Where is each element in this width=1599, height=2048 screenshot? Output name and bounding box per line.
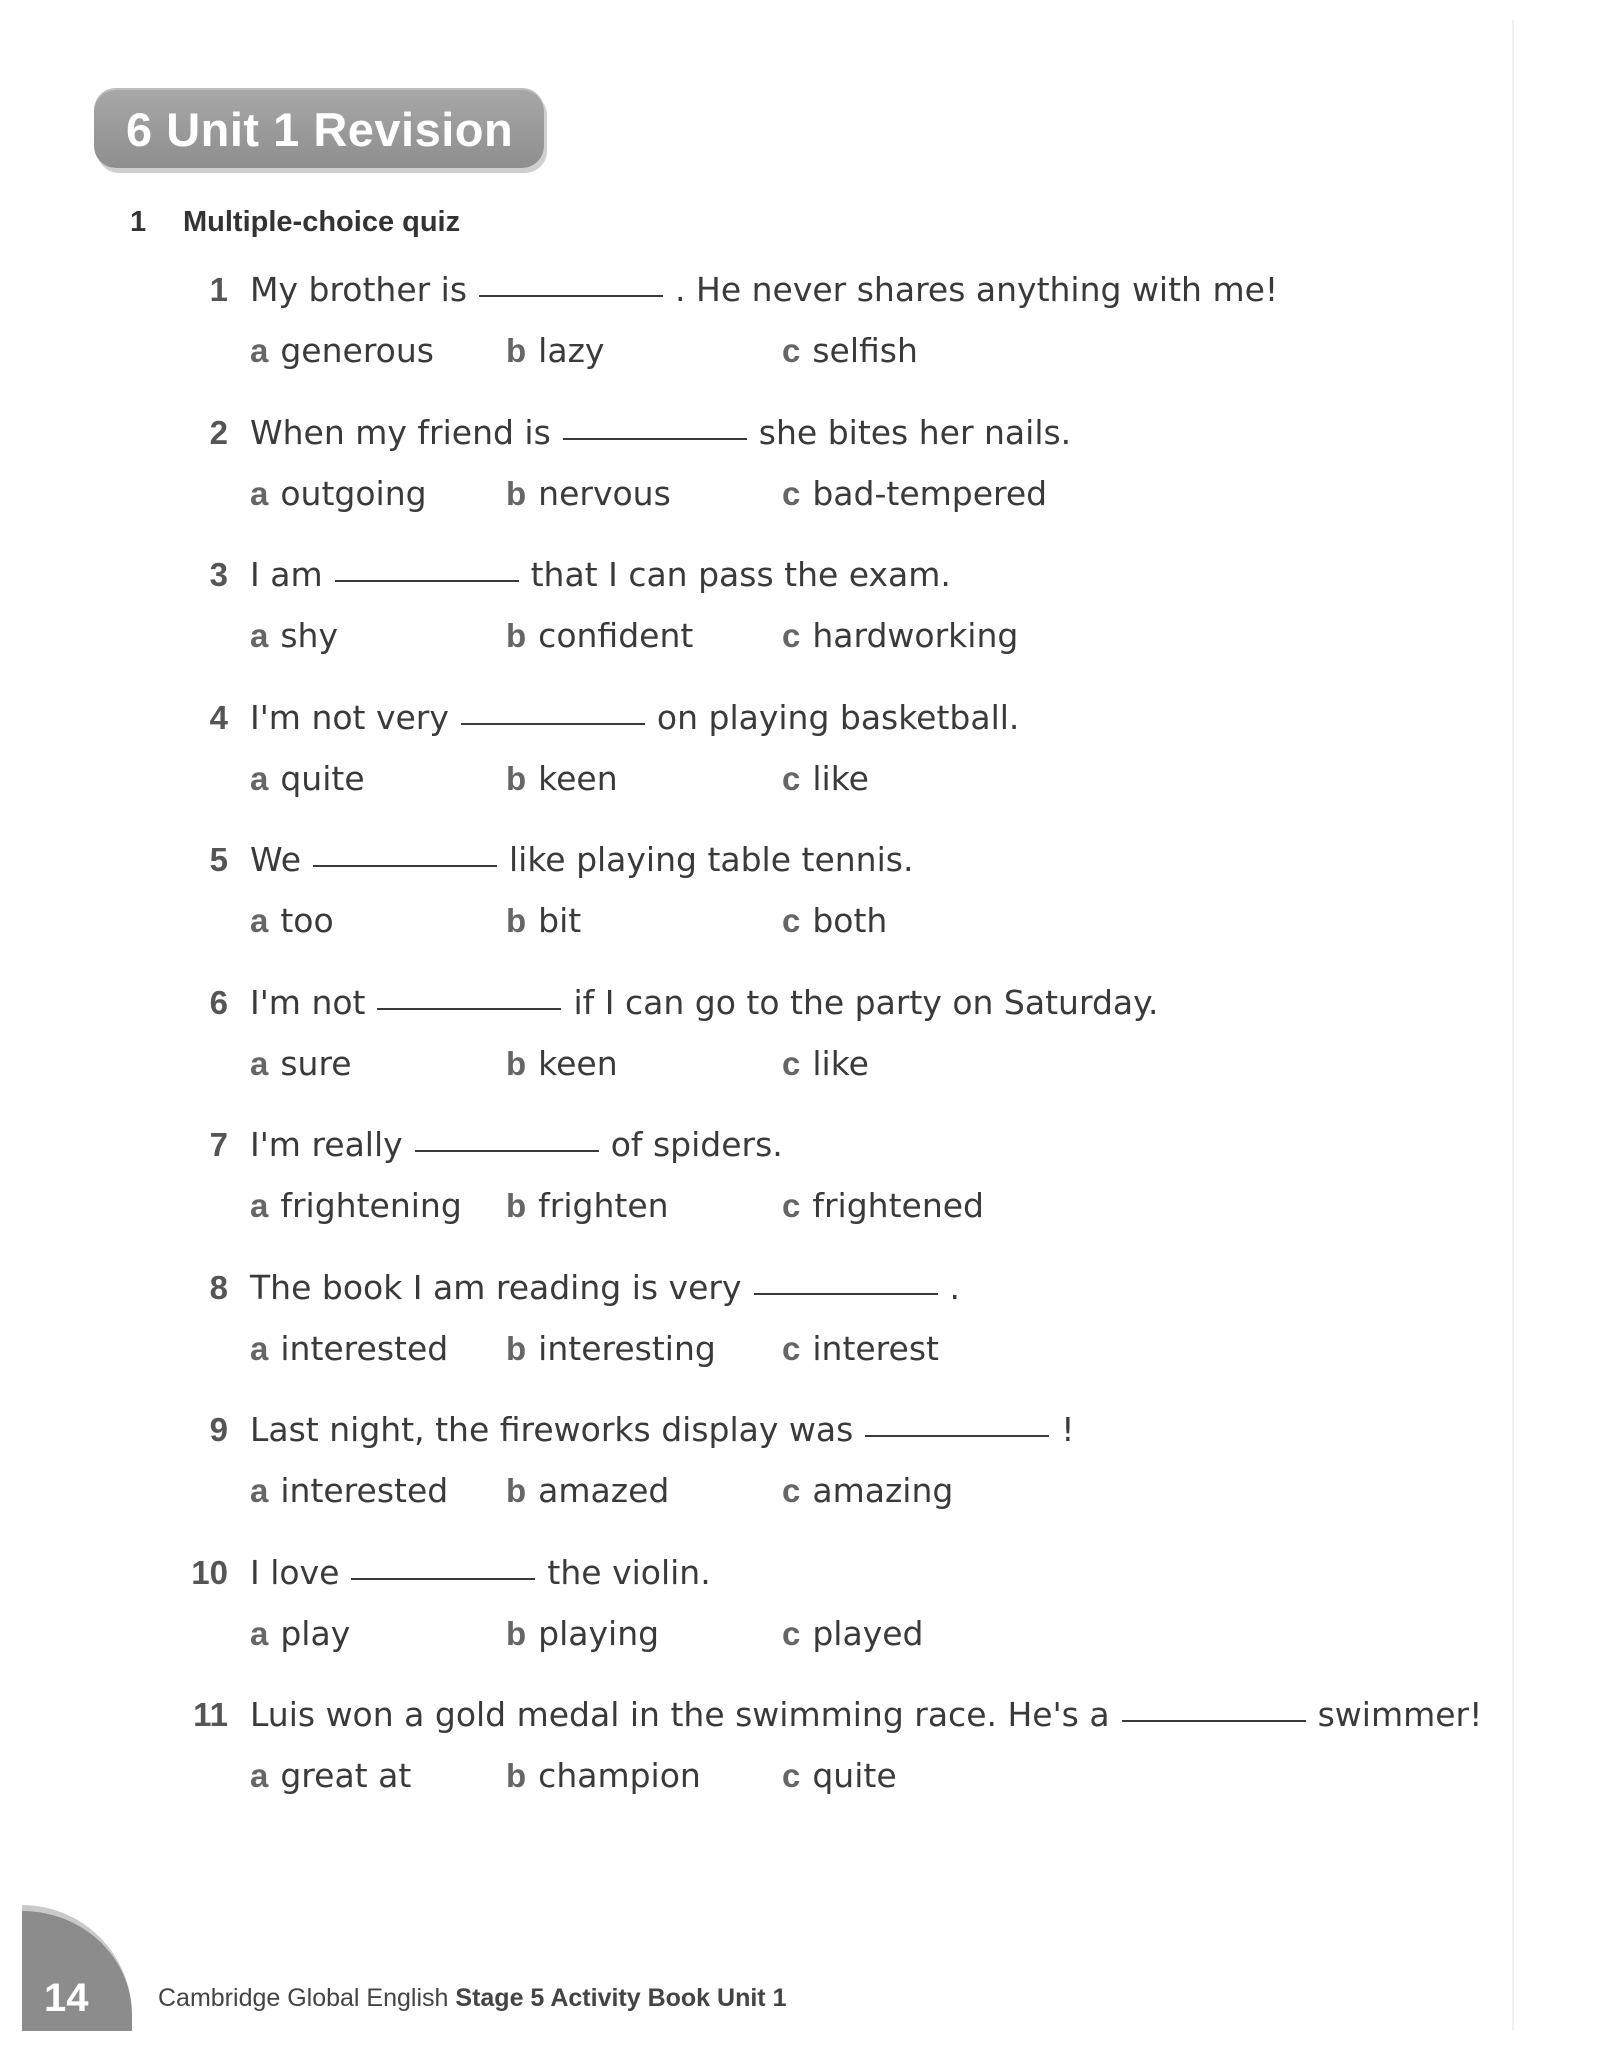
- answer-option-a[interactable]: [250, 1469, 448, 1513]
- option-letter: a: [250, 902, 269, 939]
- option-text: generous: [280, 331, 434, 370]
- option-text: like: [812, 1044, 869, 1083]
- option-text: interest: [812, 1329, 939, 1368]
- option-letter: c: [782, 475, 801, 512]
- option-letter: c: [782, 617, 801, 654]
- question-text: [250, 1408, 1075, 1452]
- question-number: 3: [209, 556, 228, 593]
- option-letter: c: [782, 902, 801, 939]
- option-letter: a: [250, 1472, 269, 1509]
- option-text: too: [280, 901, 334, 940]
- answer-option-c[interactable]: [782, 329, 918, 373]
- question-number: 9: [209, 1411, 228, 1448]
- answer-option-c[interactable]: [782, 1754, 897, 1798]
- answer-option-a[interactable]: [250, 1754, 411, 1798]
- answer-blank[interactable]: [563, 438, 747, 440]
- answer-option-a[interactable]: [250, 472, 427, 516]
- option-letter: a: [250, 332, 269, 369]
- answer-option-b[interactable]: [506, 899, 581, 943]
- question-text-before: I'm not very: [250, 698, 449, 737]
- question-text: [250, 838, 913, 882]
- answer-blank[interactable]: [335, 580, 519, 582]
- option-letter: b: [506, 617, 527, 654]
- option-letter: b: [506, 1045, 527, 1082]
- option-text: playing: [538, 1614, 660, 1653]
- option-letter: b: [506, 1187, 527, 1224]
- answer-blank[interactable]: [415, 1150, 599, 1152]
- option-text: amazing: [812, 1471, 954, 1510]
- page-edge-line: [1512, 20, 1514, 2030]
- option-letter: b: [506, 760, 527, 797]
- option-letter: b: [506, 332, 527, 369]
- question-text-after: on playing basketball.: [656, 698, 1020, 737]
- question-text-after: . He never shares anything with me!: [675, 270, 1279, 309]
- option-letter: c: [782, 1045, 801, 1082]
- question-text-after: .: [949, 1268, 960, 1307]
- question-text: [250, 1693, 1482, 1737]
- option-text: amazed: [538, 1471, 670, 1510]
- option-letter: b: [506, 902, 527, 939]
- option-letter: c: [782, 332, 801, 369]
- question-text-before: I love: [250, 1553, 340, 1592]
- answer-option-c[interactable]: [782, 757, 869, 801]
- answer-option-c[interactable]: [782, 1469, 953, 1513]
- answer-option-a[interactable]: [250, 1327, 448, 1371]
- option-text: both: [812, 901, 888, 940]
- option-text: quite: [812, 1756, 897, 1795]
- answer-option-b[interactable]: [506, 1612, 659, 1656]
- question-text: [250, 981, 1158, 1025]
- option-letter: a: [250, 1187, 269, 1224]
- option-letter: a: [250, 617, 269, 654]
- answer-option-c[interactable]: [782, 1612, 923, 1656]
- question-text: [250, 268, 1278, 312]
- question-text-before: I'm not: [250, 983, 366, 1022]
- option-text: great at: [280, 1756, 412, 1795]
- answer-option-a[interactable]: [250, 614, 338, 658]
- footer-book-details: Stage 5 Activity Book Unit 1: [455, 1984, 787, 2012]
- answer-option-b[interactable]: [506, 1754, 701, 1798]
- option-letter: c: [782, 1472, 801, 1509]
- question-number: 11: [193, 1696, 228, 1733]
- option-letter: b: [506, 1330, 527, 1367]
- answer-option-c[interactable]: [782, 1042, 869, 1086]
- question-text-after: if I can go to the party on Saturday.: [573, 983, 1159, 1022]
- option-letter: a: [250, 1615, 269, 1652]
- question-text-before: The book I am reading is very: [250, 1268, 742, 1307]
- question-text-after: !: [1061, 1410, 1075, 1449]
- question-text-before: Luis won a gold medal in the swimming race. He's a: [250, 1695, 1110, 1734]
- option-text: frightening: [280, 1186, 462, 1225]
- answer-option-a[interactable]: [250, 899, 334, 943]
- option-text: sure: [280, 1044, 352, 1083]
- answer-option-a[interactable]: [250, 1042, 352, 1086]
- question-text: [250, 1123, 783, 1167]
- option-text: keen: [538, 759, 618, 798]
- question-number: 2: [209, 414, 228, 451]
- option-letter: b: [506, 475, 527, 512]
- option-text: interested: [280, 1329, 449, 1368]
- question-number: 6: [209, 984, 228, 1021]
- option-letter: b: [506, 1757, 527, 1794]
- question-number: 5: [209, 841, 228, 878]
- question-text-before: I'm really: [250, 1125, 403, 1164]
- option-text: hardworking: [812, 616, 1019, 655]
- option-letter: c: [782, 1615, 801, 1652]
- option-text: play: [280, 1614, 351, 1653]
- answer-option-b[interactable]: [506, 472, 671, 516]
- answer-option-c[interactable]: [782, 472, 1047, 516]
- question-text-before: Last night, the fireworks display was: [250, 1410, 854, 1449]
- option-text: played: [812, 1614, 924, 1653]
- option-text: interesting: [538, 1329, 716, 1368]
- option-letter: a: [250, 475, 269, 512]
- option-text: interested: [280, 1471, 449, 1510]
- answer-blank[interactable]: [754, 1293, 938, 1295]
- answer-blank[interactable]: [351, 1578, 535, 1580]
- footer: [158, 1984, 786, 2013]
- option-text: bad-tempered: [812, 474, 1048, 513]
- answer-option-b[interactable]: [506, 1042, 618, 1086]
- answer-blank[interactable]: [479, 295, 663, 297]
- option-text: like: [812, 759, 869, 798]
- answer-option-c[interactable]: [782, 899, 887, 943]
- option-letter: c: [782, 1330, 801, 1367]
- answer-option-c[interactable]: [782, 614, 1018, 658]
- answer-blank[interactable]: [313, 865, 497, 867]
- option-text: nervous: [538, 474, 671, 513]
- option-text: champion: [538, 1756, 701, 1795]
- question-text-before: When my friend is: [250, 413, 551, 452]
- unit-title: 6 Unit 1 Revision: [126, 103, 514, 156]
- answer-option-b[interactable]: [506, 614, 693, 658]
- answer-option-c[interactable]: [782, 1327, 939, 1371]
- page-number: 14: [44, 1976, 89, 2020]
- option-text: shy: [280, 616, 338, 655]
- question-text-after: swimmer!: [1317, 1695, 1483, 1734]
- answer-option-a[interactable]: [250, 757, 365, 801]
- answer-option-b[interactable]: [506, 1327, 716, 1371]
- question-number: 1: [209, 271, 228, 308]
- question-number: 10: [191, 1554, 228, 1591]
- option-letter: a: [250, 1045, 269, 1082]
- question-text: [250, 411, 1071, 455]
- answer-option-b[interactable]: [506, 1469, 669, 1513]
- question-text-before: My brother is: [250, 270, 468, 309]
- exercise-title: Multiple-choice quiz: [183, 206, 461, 238]
- question-text: [250, 553, 951, 597]
- question-text-after: the violin.: [547, 1553, 711, 1592]
- answer-option-a[interactable]: [250, 329, 434, 373]
- question-text-before: We: [250, 840, 301, 879]
- answer-blank[interactable]: [461, 723, 645, 725]
- option-text: bit: [538, 901, 582, 940]
- answer-option-a[interactable]: [250, 1612, 350, 1656]
- option-text: selfish: [812, 331, 918, 370]
- option-letter: c: [782, 760, 801, 797]
- question-text: [250, 1266, 960, 1310]
- answer-option-b[interactable]: [506, 757, 618, 801]
- answer-option-b[interactable]: [506, 1184, 669, 1228]
- option-text: frightened: [812, 1186, 984, 1225]
- option-text: keen: [538, 1044, 618, 1083]
- answer-blank[interactable]: [865, 1435, 1049, 1437]
- question-text: [250, 696, 1019, 740]
- question-text-before: I am: [250, 555, 323, 594]
- option-letter: c: [782, 1757, 801, 1794]
- option-letter: b: [506, 1472, 527, 1509]
- question-text-after: of spiders.: [610, 1125, 783, 1164]
- question-text-after: she bites her nails.: [758, 413, 1072, 452]
- option-letter: b: [506, 1615, 527, 1652]
- option-letter: c: [782, 1187, 801, 1224]
- question-number: 8: [209, 1269, 228, 1306]
- question-text: [250, 1551, 711, 1595]
- question-text-after: like playing table tennis.: [509, 840, 914, 879]
- answer-option-a[interactable]: [250, 1184, 462, 1228]
- option-text: outgoing: [280, 474, 427, 513]
- option-letter: a: [250, 1330, 269, 1367]
- footer-series: Cambridge Global English: [158, 1984, 449, 2012]
- option-text: quite: [280, 759, 365, 798]
- question-text-after: that I can pass the exam.: [530, 555, 951, 594]
- question-number: 7: [209, 1126, 228, 1163]
- question-number: 4: [209, 699, 228, 736]
- answer-blank[interactable]: [1122, 1720, 1306, 1722]
- answer-blank[interactable]: [377, 1008, 561, 1010]
- answer-option-b[interactable]: [506, 329, 604, 373]
- option-text: frighten: [538, 1186, 669, 1225]
- option-letter: a: [250, 760, 269, 797]
- option-text: lazy: [538, 331, 605, 370]
- option-text: confident: [538, 616, 694, 655]
- exercise-number: 1: [130, 206, 147, 238]
- answer-option-c[interactable]: [782, 1184, 984, 1228]
- option-letter: a: [250, 1757, 269, 1794]
